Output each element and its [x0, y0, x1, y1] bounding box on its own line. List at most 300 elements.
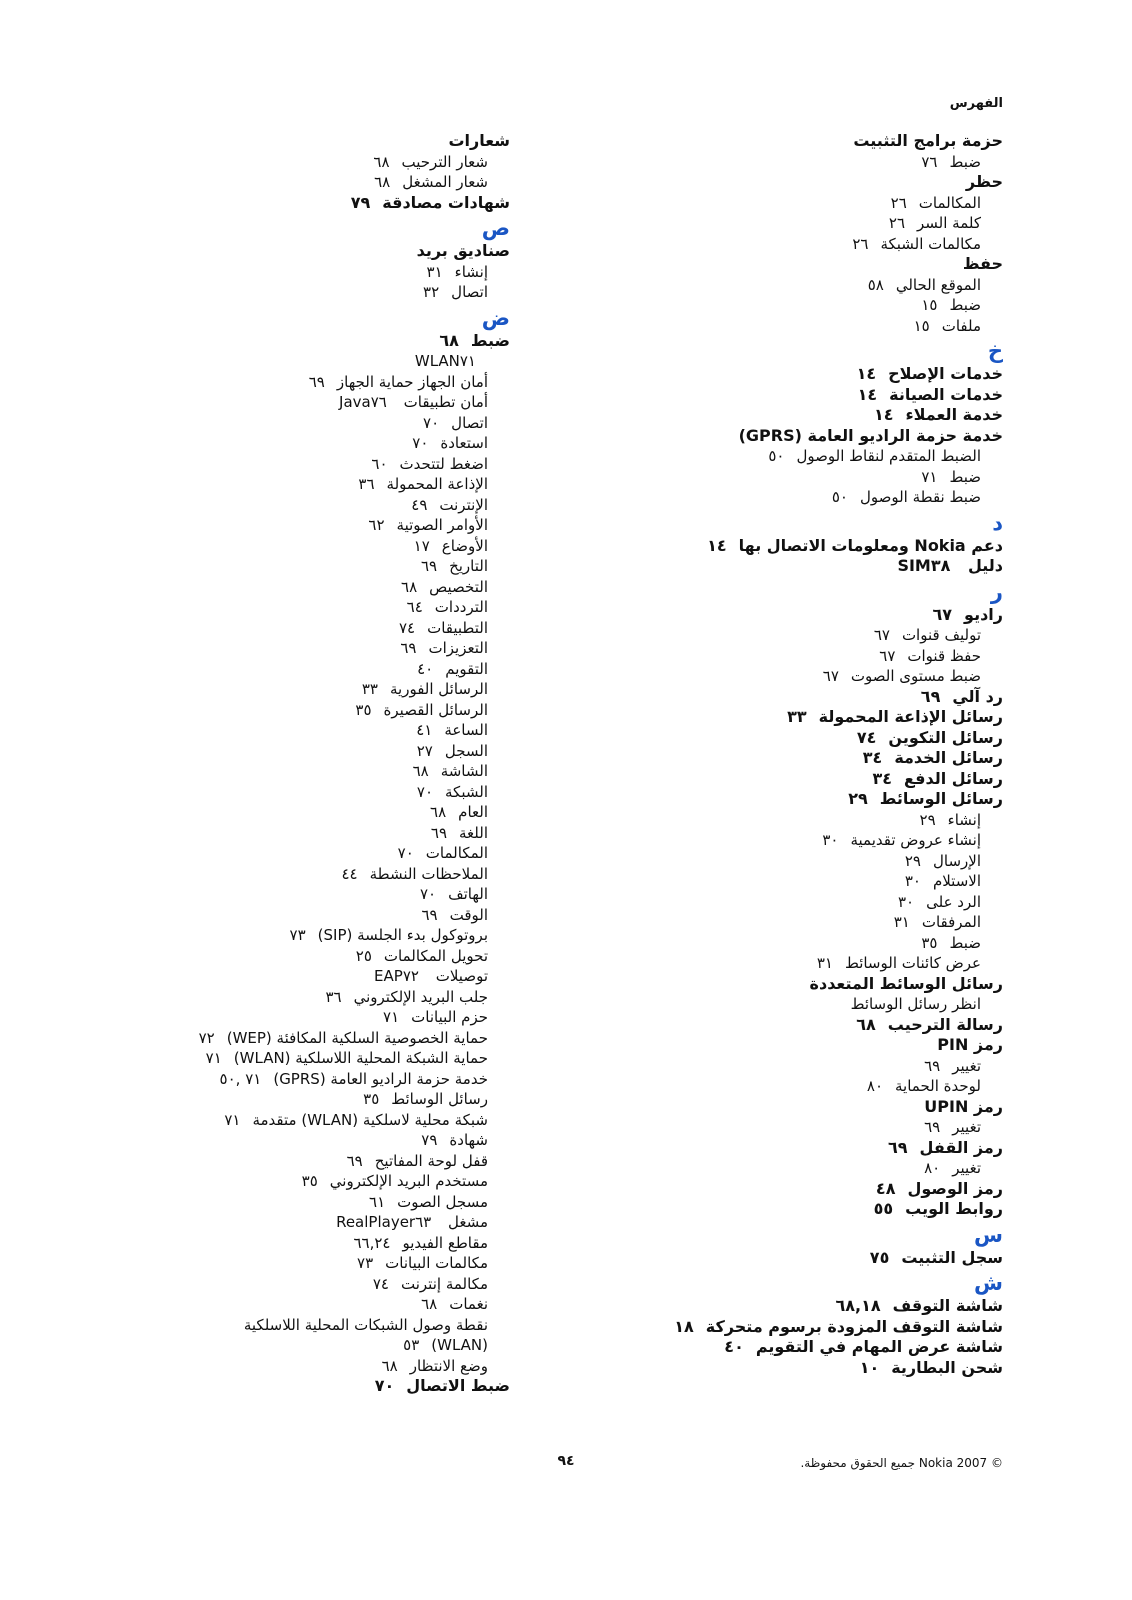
entry-text: صناديق بريد [416, 241, 510, 260]
index-subentry [110, 618, 510, 639]
entry-page-ref: ٢٩ [904, 851, 921, 870]
entry-text: الشاشة [440, 762, 488, 780]
entry-page-ref: ٧٩ [350, 192, 371, 212]
entry-page-ref: ٤٠ [724, 1337, 744, 1356]
index-entry [563, 405, 1003, 426]
index-subentry [110, 454, 510, 475]
entry-text: اتصال [451, 283, 488, 301]
index-entry [110, 241, 510, 262]
entry-page-ref: ٣١ [426, 262, 443, 281]
entry-text: إنشاء عروض تقديمية [850, 831, 981, 849]
entry-text: الرسائل الفورية [390, 680, 488, 698]
entry-page-ref: ٧٥ [869, 1247, 890, 1267]
entry-page-ref: ٦٩ [430, 823, 448, 842]
entry-page-ref: ٦٩ [400, 639, 417, 657]
entry-page-ref: ٤١ [416, 721, 433, 739]
entry-text: حزمة برامج التثبيت [853, 131, 1003, 150]
index-entry [110, 193, 510, 214]
index-entry [563, 172, 1003, 193]
entry-text: استعادة [440, 434, 488, 452]
index-subentry [563, 213, 1003, 234]
entry-page-ref: ٣٣ [787, 707, 807, 726]
entry-text: رمز PIN [937, 1035, 1003, 1054]
index-subentry [563, 933, 1003, 954]
entry-text: عرض كائنات الوسائط [844, 954, 981, 972]
index-subentry [563, 871, 1003, 892]
entry-text: الأوضاع [441, 536, 488, 555]
index-entry [563, 748, 1003, 769]
index-subentry [110, 1212, 510, 1233]
entry-text: ملفات [941, 316, 981, 335]
index-subentry [563, 625, 1003, 646]
index-subentry [110, 577, 510, 598]
index-subentry [110, 1315, 510, 1336]
entry-page-ref: ٦٩ [420, 557, 438, 575]
index-entry [563, 728, 1003, 749]
index-entry [110, 1376, 510, 1397]
entry-text: حماية الشبكة المحلية اللاسلكية (WLAN) [233, 1049, 488, 1067]
index-subentry [110, 802, 510, 823]
entry-text: الإذاعة المحمولة [386, 475, 488, 493]
index-subentry [110, 843, 510, 864]
entry-page-ref: ٦٤ [406, 598, 423, 616]
index-entry [563, 254, 1003, 275]
index-subentry [110, 556, 510, 577]
entry-text: ضبط مستوى الصوت [850, 667, 981, 685]
index-subentry [110, 1110, 510, 1131]
entry-page-ref: ٦٧ [879, 646, 896, 665]
index-subentry [563, 467, 1003, 488]
entry-page-ref: ٣٥ [363, 1090, 380, 1108]
index-subentry [110, 1274, 510, 1295]
entry-text: مقاطع الفيديو [402, 1233, 488, 1252]
entry-page-ref: ١٤ [873, 405, 894, 424]
index-subentry [563, 446, 1003, 467]
entry-page-ref: ٣٢ [423, 283, 440, 301]
entry-page-ref: ٧٢ [198, 1028, 215, 1047]
index-subentry [110, 1294, 510, 1315]
index-subentry [110, 536, 510, 557]
entry-text: توصيلات EAP [374, 967, 488, 985]
entry-text: الموقع الحالي [895, 275, 981, 294]
entry-page-ref: ٥٠ [831, 488, 848, 506]
index-subentry [110, 1048, 510, 1069]
entry-page-ref: ٧٤ [372, 1274, 389, 1293]
index-subentry [110, 925, 510, 946]
entry-text: التخصيص [429, 577, 488, 596]
entry-text: WLAN [414, 352, 460, 370]
index-entry [110, 131, 510, 152]
index-entry [563, 1179, 1003, 1200]
index-entry [563, 1296, 1003, 1317]
entry-text: الملاحظات النشطة [369, 864, 488, 883]
index-subentry [563, 193, 1003, 214]
entry-page-ref: ١٥ [921, 296, 938, 314]
index-entry [563, 1015, 1003, 1036]
index-subentry [110, 946, 510, 967]
entry-text: شهادة [449, 1131, 488, 1149]
entry-text: رسائل الوسائط [391, 1090, 488, 1108]
entry-page-ref: ٣٠ [904, 872, 921, 890]
entry-page-ref: ١٥ [913, 316, 930, 335]
index-subentry [110, 1253, 510, 1274]
index-subentry [110, 659, 510, 680]
entry-page-ref: ٣٤ [862, 748, 883, 767]
index-entry [563, 687, 1003, 708]
entry-text: انظر رسائل الوسائط [850, 995, 981, 1013]
entry-text: الرد على [926, 892, 981, 911]
index-subentry [563, 953, 1003, 974]
index-subentry [110, 282, 510, 303]
entry-page-ref: ٧٦ [370, 393, 387, 411]
index-subentry [110, 1233, 510, 1254]
entry-text: أمان الجهاز حماية الجهاز [336, 372, 488, 391]
index-entry [563, 364, 1003, 385]
entry-text: حفظ قنوات [907, 646, 981, 665]
entry-page-ref: ٣٥ [921, 933, 938, 952]
index-subentry [563, 994, 1003, 1015]
entry-text: حظر [965, 172, 1003, 191]
entry-text: حماية الخصوصية السلكية المكافئة (WEP) [226, 1028, 488, 1047]
index-subentry [110, 966, 510, 987]
index-entry [563, 556, 1003, 577]
index-subentry [110, 679, 510, 700]
entry-text: بروتوكول بدء الجلسة (SIP) [317, 926, 488, 944]
entry-text: الضبط المتقدم لنقاط الوصول [796, 447, 981, 465]
entry-text: إنشاء [454, 262, 488, 281]
entry-page-ref: ٦٢ [368, 516, 385, 534]
entry-page-ref: ٢٩ [919, 810, 936, 829]
index-entry [563, 769, 1003, 790]
entry-text: شبكة محلية لاسلكية (WLAN) متقدمة [252, 1110, 488, 1129]
entry-text: شعارات [448, 131, 510, 150]
entry-text: نغمات [449, 1295, 488, 1313]
index-letter-heading: ض [481, 305, 510, 330]
entry-page-ref: ٢٧ [416, 741, 433, 760]
entry-text: مكالمة إنترنت [401, 1274, 488, 1293]
entry-page-ref: ٧٠ [423, 413, 440, 432]
entry-text: شعار الترحيب [401, 152, 488, 171]
index-entry [563, 789, 1003, 810]
entry-page-ref: ٧١ [921, 467, 938, 486]
entry-text: قفل لوحة المفاتيح [374, 1151, 488, 1170]
entry-text: دليل SIM [897, 556, 1003, 575]
entry-page-ref: ٥٥ [873, 1199, 894, 1218]
index-subentry [110, 1335, 510, 1356]
entry-text: ضبط [949, 933, 981, 952]
entry-page-ref: ٦٧ [932, 604, 953, 624]
entry-text: ضبط الاتصال [406, 1376, 510, 1395]
entry-page-ref: ٧٤ [856, 727, 877, 747]
index-entry [563, 385, 1003, 406]
entry-page-ref: ٦٩ [421, 905, 438, 924]
entry-text: التاريخ [449, 557, 488, 575]
entry-page-ref: ٦٨ [374, 173, 391, 191]
entry-text: مستخدم البريد الإلكتروني [329, 1172, 488, 1190]
entry-page-ref: ٤٨ [875, 1178, 896, 1198]
index-entry [110, 331, 510, 352]
entry-page-ref: ٦٨ [381, 1356, 398, 1375]
index-subentry [110, 474, 510, 495]
index-letter-heading: س [974, 1222, 1003, 1247]
index-subentry [110, 1007, 510, 1028]
entry-page-ref: ٨٠ [924, 1159, 941, 1177]
entry-text: الساعة [444, 721, 488, 739]
entry-text: خدمة العملاء [905, 405, 1003, 424]
index-subentry [110, 1192, 510, 1213]
entry-page-ref: ٧٤ [398, 618, 416, 637]
entry-page-ref: ٦٩ [924, 1118, 941, 1136]
entry-page-ref: ٧٠ [419, 885, 437, 903]
entry-page-ref: ٦٨,١٨ [835, 1296, 881, 1315]
entry-page-ref: ٦٨ [430, 803, 447, 821]
entry-text: اتصال [451, 413, 488, 432]
index-subentry [110, 1130, 510, 1151]
index-subentry [110, 823, 510, 844]
index-subentry [563, 851, 1003, 872]
entry-page-ref: ١٤ [856, 364, 877, 383]
index-subentry [110, 905, 510, 926]
entry-text: رمز الوصول [907, 1178, 1003, 1198]
index-letter-heading: ش [974, 1271, 1003, 1295]
entry-text: ضبط نقطة الوصول [859, 488, 981, 506]
entry-page-ref: ٧١ [224, 1110, 241, 1129]
entry-text: سجل التثبيت [901, 1247, 1003, 1267]
entry-text: روابط الويب [905, 1199, 1003, 1218]
index-subentry [110, 433, 510, 454]
index-column-right [563, 131, 1003, 1378]
entry-text: ضبط [949, 296, 981, 314]
entry-page-ref: ٦٠ [371, 454, 388, 473]
index-subentry [563, 295, 1003, 316]
entry-page-ref: ٧١ [459, 352, 476, 370]
entry-text: كلمة السر [917, 214, 981, 232]
entry-text: شهادات مصادقة [382, 192, 510, 212]
index-entry [563, 536, 1003, 557]
entry-text: الترددات [434, 598, 488, 616]
entry-page-ref: ٦٨ [439, 330, 459, 350]
entry-page-ref: ٢٦ [852, 234, 869, 253]
index-subentry [563, 892, 1003, 913]
index-entry [563, 1097, 1003, 1118]
index-subentry [110, 638, 510, 659]
entry-page-ref: ١٠ [859, 1357, 880, 1377]
entry-text: ضبط [470, 330, 510, 350]
entry-text: الإنترنت [439, 495, 488, 514]
entry-page-ref: ١٨ [674, 1316, 694, 1336]
entry-page-ref: ٦٧ [822, 667, 839, 685]
index-subentry [563, 830, 1003, 851]
entry-text: خدمة حزمة الراديو العامة (GPRS) [738, 425, 1003, 445]
entry-page-ref: ٥٠ [768, 447, 785, 465]
entry-text: دعم Nokia ومعلومات الاتصال بها [738, 535, 1003, 555]
entry-text: شحن البطارية [891, 1357, 1003, 1377]
entry-text: (WLAN) [431, 1336, 488, 1354]
index-subentry [563, 1158, 1003, 1179]
index-subentry [563, 152, 1003, 173]
entry-page-ref: ٣١ [893, 913, 910, 931]
index-entry [563, 974, 1003, 995]
entry-text: مسجل الصوت [397, 1192, 488, 1211]
entry-page-ref: ٦٧ [873, 626, 890, 644]
index-subentry [563, 810, 1003, 831]
entry-page-ref: ٦٨ [412, 762, 429, 780]
entry-page-ref: ٦٨ [373, 152, 390, 171]
entry-page-ref: ٣٣ [361, 680, 378, 698]
entry-text: تغيير [952, 1159, 981, 1177]
index-column-left [110, 131, 510, 1397]
entry-page-ref: ٦٩ [924, 1056, 941, 1075]
entry-page-ref: ٧٣ [357, 1254, 374, 1272]
index-entry [563, 1035, 1003, 1056]
index-subentry [563, 646, 1003, 667]
index-subentry [110, 761, 510, 782]
entry-page-ref: ٧٩ [421, 1131, 438, 1149]
index-subentry [110, 987, 510, 1008]
index-entry [563, 605, 1003, 626]
index-subentry [563, 912, 1003, 933]
entry-text: وضع الانتظار [409, 1356, 488, 1375]
entry-text: اضغط لتتحدث [399, 454, 488, 473]
index-subentry [110, 1069, 510, 1090]
entry-page-ref: ٧٢ [402, 967, 419, 985]
entry-text: الأوامر الصوتية [396, 516, 488, 534]
entry-page-ref: ٧١ [205, 1049, 222, 1067]
entry-page-ref: ٦٩ [920, 686, 941, 706]
entry-page-ref: ٣٠ [897, 892, 915, 911]
index-subentry [110, 515, 510, 536]
index-subentry [110, 1028, 510, 1049]
entry-text: شاشة عرض المهام في التقويم [755, 1337, 1003, 1356]
index-subentry [110, 597, 510, 618]
entry-text: حزم البيانات [411, 1008, 488, 1026]
index-entry [563, 1138, 1003, 1159]
entry-text: شاشة التوقف [892, 1296, 1003, 1315]
entry-text: رسائل التكوين [888, 727, 1003, 747]
index-subentry [110, 1151, 510, 1172]
entry-text: الهاتف [448, 885, 488, 903]
entry-text: رد آلي [952, 686, 1003, 706]
index-subentry [563, 1076, 1003, 1097]
entry-text: رمز القفل [919, 1137, 1003, 1157]
index-letter-heading: خ [987, 339, 1003, 363]
index-subentry [110, 152, 510, 173]
index-subentry [563, 1117, 1003, 1138]
entry-text: اللغة [459, 823, 488, 842]
entry-text: نقطة وصول الشبكات المحلية اللاسلكية [243, 1315, 488, 1334]
entry-page-ref: ٦٩ [308, 372, 325, 391]
entry-page-ref: ٦٣ [415, 1213, 432, 1231]
entry-text: راديو [964, 604, 1003, 624]
entry-text: تحويل المكالمات [383, 946, 488, 965]
entry-text: ضبط [949, 152, 981, 171]
entry-page-ref: ٦٨ [421, 1295, 438, 1313]
index-entry [563, 1248, 1003, 1269]
entry-page-ref: ٧١ [383, 1008, 400, 1026]
index-letter-heading: ر [990, 579, 1003, 604]
entry-page-ref: ٣٦ [325, 987, 342, 1006]
index-entry [563, 1317, 1003, 1338]
index-subentry [110, 172, 510, 193]
entry-page-ref: ٦٦,٢٤ [353, 1233, 391, 1252]
index-entry [563, 1337, 1003, 1358]
entry-page-ref: ٢٩ [848, 789, 868, 808]
entry-page-ref: ٧٦ [921, 152, 938, 171]
index-subentry [563, 275, 1003, 296]
entry-page-ref: ٣٤ [872, 768, 893, 788]
entry-text: التعزيزات [428, 639, 488, 657]
entry-text: رسالة الترحيب [887, 1014, 1003, 1034]
entry-text: جلب البريد الإلكتروني [353, 987, 488, 1006]
entry-text: التقويم [445, 659, 488, 678]
entry-text: رسائل الوسائط [879, 789, 1003, 808]
entry-text: الشبكة [445, 782, 488, 801]
entry-text: شاشة التوقف المزودة برسوم متحركة [705, 1316, 1003, 1336]
entry-text: التطبيقات [427, 618, 488, 637]
index-subentry [110, 351, 510, 372]
index-entry [563, 426, 1003, 447]
entry-text: مكالمات الشبكة [880, 234, 981, 253]
index-subentry [110, 495, 510, 516]
index-subentry [110, 1171, 510, 1192]
entry-text: السجل [444, 741, 488, 760]
entry-text: أمان تطبيقات Java [339, 393, 488, 411]
entry-page-ref: ٥٣ [403, 1336, 420, 1354]
entry-text: خدمات الصيانة [889, 384, 1003, 404]
entry-page-ref: ٣١ [816, 954, 833, 972]
entry-text: العام [458, 803, 488, 821]
entry-page-ref: ٧١ ,٥٠ [219, 1069, 262, 1088]
entry-page-ref: ٣٦ [358, 475, 375, 493]
entry-page-ref: ٣٥ [355, 700, 372, 719]
entry-text: لوحدة الحماية [895, 1077, 981, 1095]
entry-text: ضبط [949, 467, 981, 486]
entry-page-ref: ٢٦ [890, 193, 907, 212]
index-entry [563, 131, 1003, 152]
entry-text: شعار المشغل [402, 173, 488, 191]
entry-text: رسائل الإذاعة المحمولة [818, 707, 1003, 726]
entry-text: مكالمات البيانات [385, 1254, 488, 1272]
index-subentry [110, 700, 510, 721]
entry-page-ref: ٤٠ [417, 659, 434, 678]
entry-text: خدمات الإصلاح [888, 364, 1003, 383]
entry-page-ref: ١٤ [707, 535, 727, 555]
index-subentry [110, 1089, 510, 1110]
entry-text: تغيير [952, 1118, 981, 1136]
entry-text: المرفقات [921, 913, 981, 931]
index-subentry [110, 782, 510, 803]
index-letter-heading: ص [481, 216, 510, 240]
index-entry [563, 1358, 1003, 1379]
entry-text: المكالمات [918, 193, 981, 212]
entry-text: الرسائل القصيرة [383, 700, 488, 719]
index-subentry [110, 720, 510, 741]
index-subentry [110, 413, 510, 434]
index-subentry [563, 487, 1003, 508]
index-subentry [110, 1356, 510, 1377]
entry-text: رسائل الوسائط المتعددة [809, 973, 1003, 993]
entry-page-ref: ٧٠ [412, 434, 429, 452]
entry-page-ref: ٧٠ [374, 1376, 395, 1395]
entry-page-ref: ٧٠ [416, 782, 434, 801]
entry-page-ref: ٤٩ [411, 495, 428, 514]
entry-page-ref: ٧٣ [289, 926, 306, 944]
entry-text: الإرسال [932, 851, 981, 870]
entry-page-ref: ٤٤ [341, 864, 358, 883]
entry-text: المكالمات [425, 844, 488, 862]
section-title: الفهرس [949, 96, 1003, 111]
entry-text: خدمة حزمة الراديو العامة (GPRS) [273, 1069, 488, 1088]
